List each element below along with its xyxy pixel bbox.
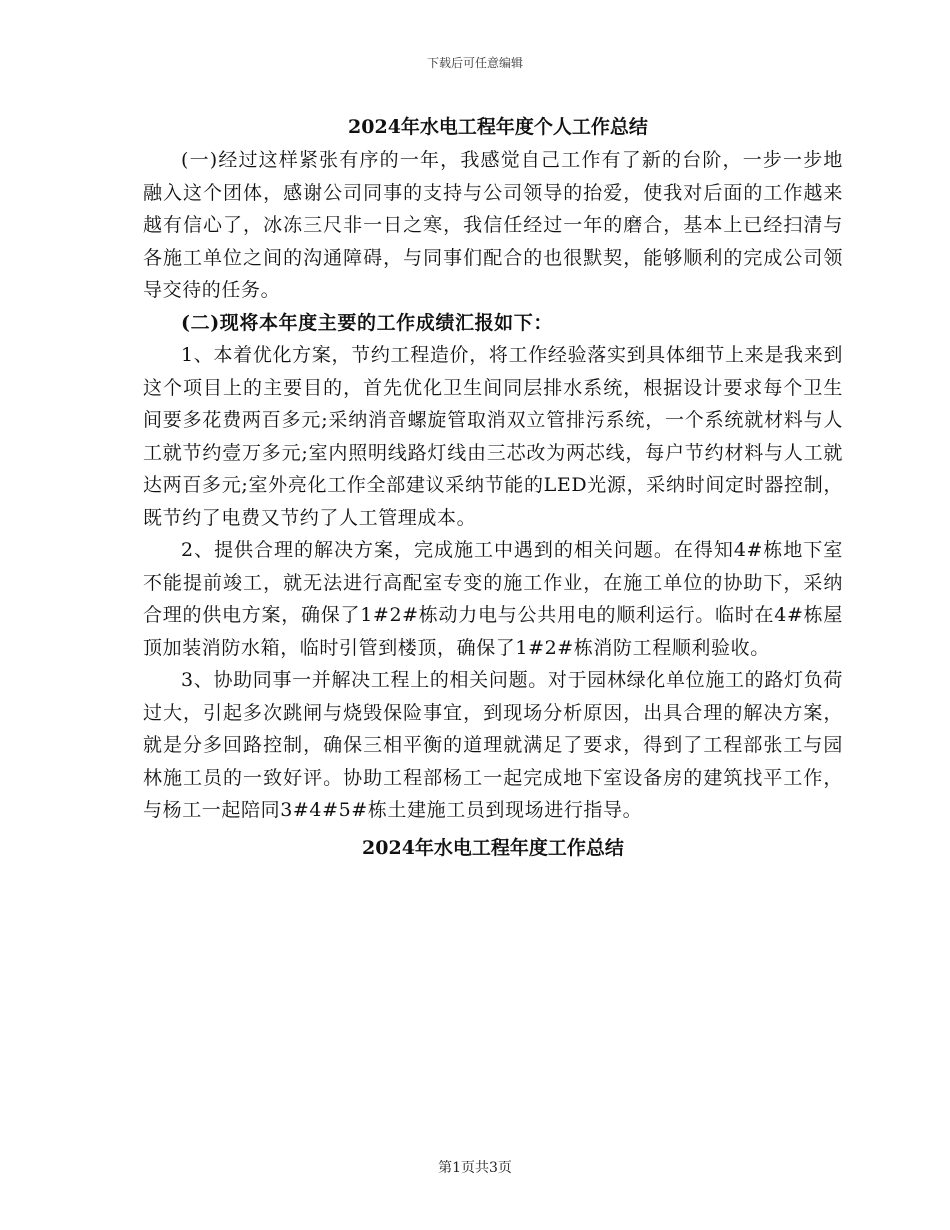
document-body [143,110,843,865]
paragraph-1: (一)经过这样紧张有序的一年，我感觉自己工作有了新的台阶，一步一步地融入这个团体，感谢公司同事的支持与公司领导的抬爱，使我对后面的工作越来越有信心了，冰冻三尺非一日之寒，我信任经过一年的磨合，基本上已经扫清与各施工单位之间的沟通障碍，与同事们配合的也很默契，能够顺利的完成公司领导交待的任务。 [143,149,843,301]
section-subtitle: 2024年水电工程年度工作总结 [362,836,624,859]
paragraph-2-heading: (二)现将本年度主要的工作成绩汇报如下： [181,311,553,334]
paragraph-5: 3、协助同事一并解决工程上的相关问题。对于园林绿化单位施工的路灯负荷过大，引起多次跳闸与烧毁保险事宜，到现场分析原因，出具合理的解决方案，就是分多回路控制，确保三相平衡的道理就满足了要求，得到了工程部张工与园林施工员的一致好评。协助工程部杨工一起完成地下室设备房的建筑找平工作，与杨工一起陪同3#4#5#栋土建施工员到现场进行指导。 [143,669,843,821]
document-title: 2024年水电工程年度个人工作总结 [348,116,648,138]
paragraph-4: 2、提供合理的解决方案，完成施工中遇到的相关问题。在得知4#栋地下室不能提前竣工，就无法进行高配室专变的施工作业，在施工单位的协助下，采纳合理的供电方案，确保了1#2#栋动力电与公共用电的顺利运行。临时在4#栋屋顶加装消防水箱，临时引管到楼顶，确保了1#2#栋消防工程顺利验收。 [143,539,843,659]
paragraph-3: 1、本着优化方案，节约工程造价，将工作经验落实到具体细节上来是我来到这个项目上的主要目的，首先优化卫生间同层排水系统，根据设计要求每个卫生间要多花费两百多元;采纳消音螺旋管取消双立管排污系统，一个系统就材料与人工就节约壹万多元;室内照明线路灯线由三芯改为两芯线，每户节约材料与人工就达两百多元;室外亮化工作全部建议采纳节能的LED光源，采纳时间定时器控制，既节约了电费又节约了人工管理成本。 [143,344,843,529]
page-footer: 第1页共3页 [438,1160,512,1176]
page-header-note: 下载后可任意编辑 [426,56,523,70]
